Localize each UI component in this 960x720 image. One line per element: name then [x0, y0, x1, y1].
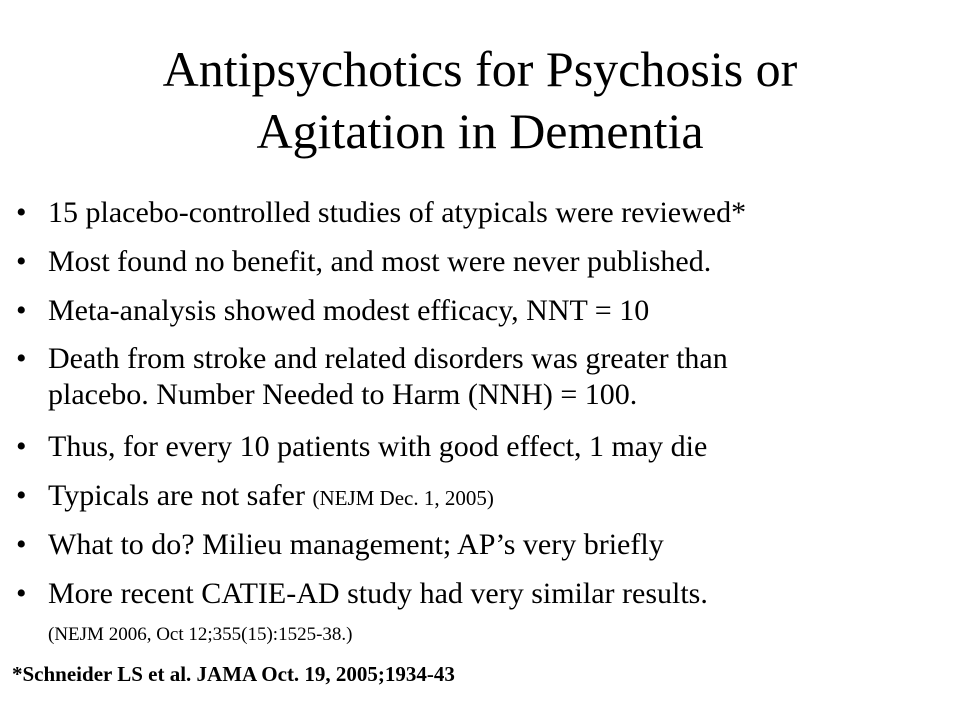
- bullet-text: More recent CATIE-AD study had very similar results.: [48, 577, 708, 610]
- bullet-text-line: Death from stroke and related disorders was greater than: [48, 342, 728, 375]
- title-line-1: Antipsychotics for Psychosis or: [162, 41, 798, 97]
- bullet-citation: (NEJM Dec. 1, 2005): [312, 486, 494, 510]
- bullet-text: Most found no benefit, and most were never published.: [48, 245, 712, 278]
- bullet-text: 15 placebo-controlled studies of atypicals were reviewed*: [48, 196, 747, 229]
- bullet-marker: •: [16, 342, 27, 375]
- bullet-text: Thus, for every 10 patients with good effect, 1 may die: [48, 430, 708, 463]
- bullet-text: What to do? Milieu management; AP’s very briefly: [48, 528, 664, 561]
- footnote: *Schneider LS et al. JAMA Oct. 19, 2005;1934-43: [12, 662, 455, 686]
- bullet-marker: •: [16, 294, 27, 327]
- bullet-marker: •: [16, 430, 27, 463]
- bullet-marker: •: [16, 528, 27, 561]
- slide-title: [60, 38, 900, 162]
- bullet-main-text: Typicals are not safer: [48, 479, 305, 512]
- bullet-marker: •: [16, 479, 27, 512]
- catie-reference: (NEJM 2006, Oct 12;355(15):1525-38.): [48, 624, 353, 645]
- bullet-text: Meta-analysis showed modest efficacy, NNT = 10: [48, 294, 650, 327]
- bullet-marker: •: [16, 245, 27, 278]
- bullet-marker: •: [16, 196, 27, 229]
- bullet-marker: •: [16, 577, 27, 610]
- bullet-text: [48, 341, 728, 413]
- title-line-2: Agitation in Dementia: [256, 103, 704, 159]
- bullet-text: [48, 478, 494, 516]
- bullet-text-line: placebo. Number Needed to Harm (NNH) = 100.: [48, 378, 638, 411]
